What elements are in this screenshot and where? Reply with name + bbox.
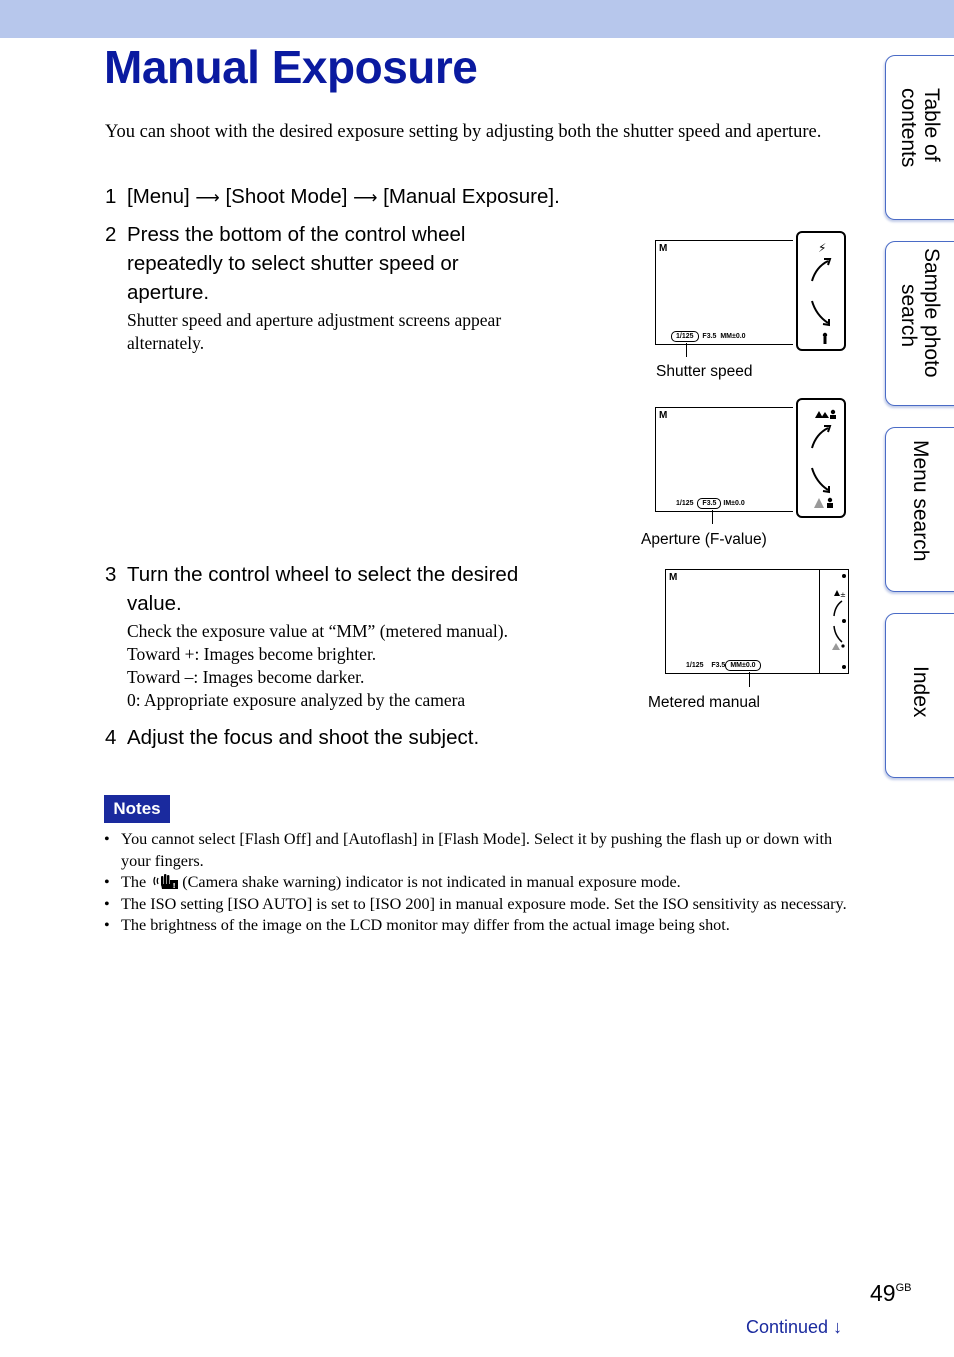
step-line: Press the bottom of the control wheel xyxy=(127,223,466,246)
figure-caption: Aperture (F-value) xyxy=(641,531,767,548)
note-text: You cannot select [Flash Off] and [Autoflash] in [Flash Mode]. Select it by pushing the flash up or down with your fingers. xyxy=(121,830,833,870)
note-text: The brightness of the image on the LCD monitor may differ from the actual image being shot. xyxy=(121,916,730,934)
step-part: [Menu] xyxy=(127,185,196,208)
step-text xyxy=(127,182,560,212)
mode-indicator: M xyxy=(659,410,668,421)
note-text: The ISO setting [ISO AUTO] is set to [ISO 200] in manual exposure mode. Set the ISO sensitivity as necessary. xyxy=(121,894,847,913)
f-value: F3.5 xyxy=(697,498,721,509)
step-line: value. xyxy=(127,592,182,615)
mode-indicator: M xyxy=(659,243,668,254)
step-number: 3 xyxy=(105,563,117,586)
detail-line: 0: Appropriate exposure analyzed by the camera xyxy=(127,690,466,710)
step-3 xyxy=(105,560,625,620)
page-title: Manual Exposure xyxy=(104,41,478,93)
tab-sample-photo-search[interactable] xyxy=(885,241,954,406)
control-wheel-graphic xyxy=(796,231,846,351)
f-value: F3.5 xyxy=(702,333,717,340)
shutter-speed-screen xyxy=(655,240,793,345)
shutter-speed-value: 1/125 xyxy=(676,500,694,507)
tab-menu-search[interactable] xyxy=(885,427,954,592)
step-line: aperture. xyxy=(127,281,210,304)
f-value: F3.5 xyxy=(711,662,726,669)
step-text xyxy=(127,560,518,618)
note-text: The xyxy=(121,873,147,891)
callout-line xyxy=(712,510,713,524)
step-3-detail xyxy=(127,620,508,712)
right-arrow-icon: ⟶ xyxy=(195,188,220,207)
step-line: Turn the control wheel to select the desired xyxy=(127,563,519,586)
note-item xyxy=(104,872,854,894)
exposure-readout xyxy=(686,660,761,671)
detail-line: Toward –: Images become darker. xyxy=(127,667,365,687)
tab-table-of-contents[interactable] xyxy=(885,55,954,220)
continued-link[interactable] xyxy=(746,1317,842,1338)
metered-manual-screen xyxy=(665,569,849,674)
wheel-arrows-icon xyxy=(798,233,844,349)
page-suffix: GB xyxy=(895,1282,912,1294)
shutter-speed-value: 1/125 xyxy=(686,662,704,669)
step-line: Adjust the focus and shoot the subject. xyxy=(127,726,480,749)
tab-label: Index xyxy=(909,666,932,718)
exposure-readout xyxy=(671,331,746,342)
step-text xyxy=(127,220,465,307)
step-part: [Shoot Mode] xyxy=(219,185,354,208)
svg-text:!: ! xyxy=(172,882,176,890)
tab-label: Menu search xyxy=(909,440,932,562)
note-item xyxy=(104,829,854,872)
page-number xyxy=(870,1280,912,1307)
exposure-readout xyxy=(676,498,745,509)
metered-manual-value: IM±0.0 xyxy=(723,500,745,507)
metered-manual-value: MM±0.0 xyxy=(725,660,760,671)
down-arrow-icon: ↓ xyxy=(833,1317,843,1337)
callout-line xyxy=(749,672,750,687)
camera-shake-warning-icon xyxy=(153,872,179,890)
metered-manual-value: MM±0.0 xyxy=(720,333,746,340)
step-number: 4 xyxy=(105,726,117,749)
shutter-speed-value: 1/125 xyxy=(671,331,699,342)
note-text: (Camera shake warning) indicator is not indicated in manual exposure mode. xyxy=(182,873,681,891)
intro-paragraph: You can shoot with the desired exposure setting by adjusting both the shutter speed and aperture. xyxy=(105,122,822,142)
figure-caption: Shutter speed xyxy=(656,363,753,380)
page-number-value: 49 xyxy=(870,1280,896,1306)
tab-label: contents xyxy=(897,88,920,168)
detail-line: Toward +: Images become brighter. xyxy=(127,644,377,664)
mode-indicator: M xyxy=(669,572,678,583)
tab-label: Table of xyxy=(920,88,943,162)
step-2-detail xyxy=(127,309,501,355)
wheel-arrows-icon xyxy=(822,570,848,673)
notes-list xyxy=(104,829,854,937)
detail-line: Shutter speed and aperture adjustment screens appear xyxy=(127,310,502,330)
svg-text:⚡: ⚡ xyxy=(818,241,827,255)
tab-label: search xyxy=(897,284,920,348)
step-number: 1 xyxy=(105,185,117,208)
step-number: 2 xyxy=(105,223,117,246)
detail-line: alternately. xyxy=(127,333,205,353)
detail-line: Check the exposure value at “MM” (metered manual). xyxy=(127,621,508,641)
wheel-arrows-icon xyxy=(798,400,844,516)
bullet: • xyxy=(104,894,110,913)
step-line: repeatedly to select shutter speed or xyxy=(127,252,459,275)
aperture-screen xyxy=(655,407,793,512)
step-4 xyxy=(105,723,625,753)
callout-line xyxy=(686,343,687,357)
control-wheel-graphic xyxy=(796,398,846,518)
header-band xyxy=(0,0,954,38)
tab-label: Sample photo xyxy=(920,248,943,378)
note-item xyxy=(104,894,854,916)
step-2 xyxy=(105,220,605,310)
svg-text:±: ± xyxy=(840,591,846,599)
tab-index[interactable] xyxy=(885,613,954,778)
right-arrow-icon: ⟶ xyxy=(353,188,378,207)
figure-caption: Metered manual xyxy=(648,694,761,711)
bullet: • xyxy=(104,873,110,891)
bullet: • xyxy=(104,916,110,934)
note-item xyxy=(104,915,854,937)
notes-badge: Notes xyxy=(104,795,170,823)
bullet: • xyxy=(104,830,110,848)
divider xyxy=(819,570,820,673)
step-part: [Manual Exposure]. xyxy=(377,185,560,208)
continued-label: Continued xyxy=(746,1317,829,1337)
